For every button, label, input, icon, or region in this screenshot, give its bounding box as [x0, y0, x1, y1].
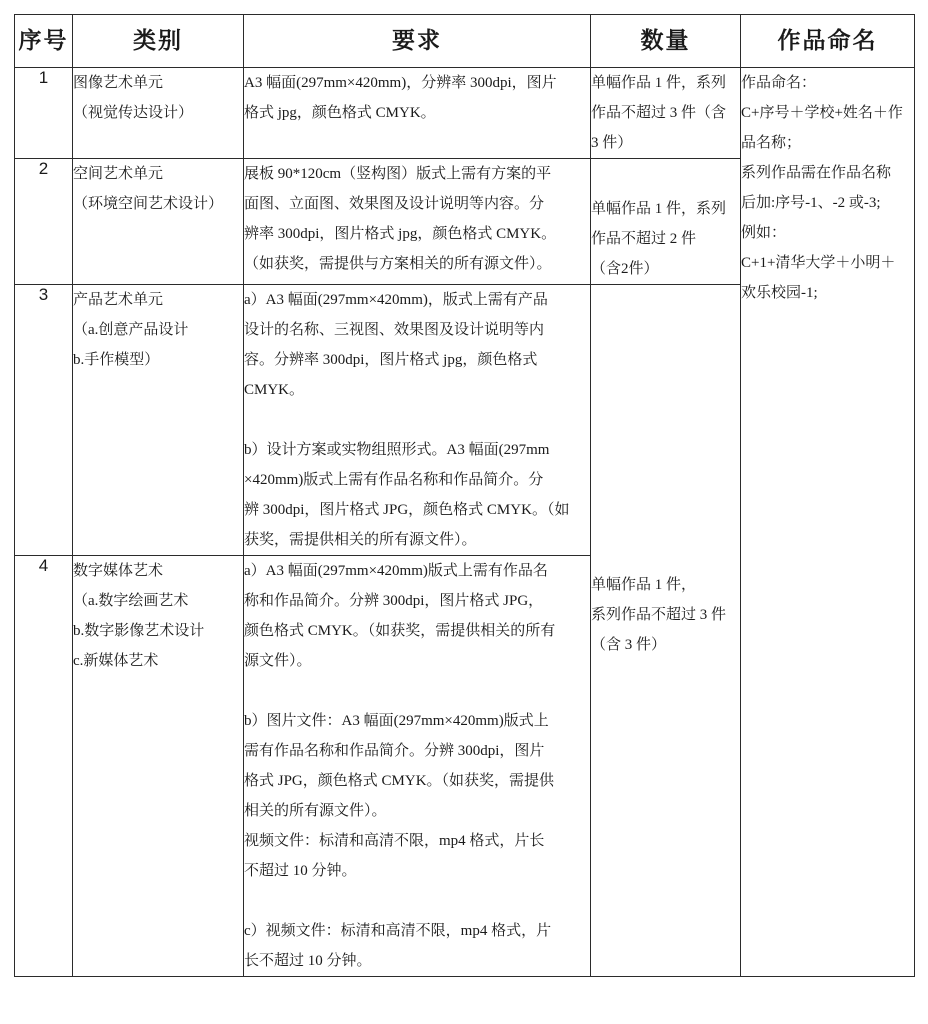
text-line: 辨 300dpi，图片格式 JPG，颜色格式 CMYK。（如 — [244, 502, 570, 518]
row-category — [73, 285, 244, 556]
column-header-no: 序号 — [15, 15, 73, 68]
table-header-row — [15, 15, 915, 68]
text-line: b.数字影像艺术设计 — [73, 623, 205, 639]
text-line: 系列作品不超过 3 件 — [591, 607, 727, 623]
text-line: b）图片文件：A3 幅面(297mm×420mm)版式上 — [244, 713, 549, 729]
column-header-requirement: 要求 — [244, 15, 591, 68]
row-number: 2 — [15, 159, 73, 285]
row-requirement — [244, 556, 591, 977]
row-category — [73, 68, 244, 159]
text-line: 长不超过 10 分钟。 — [244, 953, 372, 969]
text-line-blank — [244, 886, 590, 916]
text-line: 辨率 300dpi，图片格式 jpg，颜色格式 CMYK。 — [244, 226, 557, 242]
text-line: （视觉传达设计） — [73, 105, 194, 121]
text-line: 容。分辨率 300dpi，图片格式 jpg，颜色格式 — [244, 352, 538, 368]
text-line: ×420mm)版式上需有作品名称和作品简介。分 — [244, 472, 544, 488]
row-number: 4 — [15, 556, 73, 977]
row-requirement — [244, 159, 591, 285]
text-line: 不超过 10 分钟。 — [244, 863, 357, 879]
text-line: 作品不超过 3 件（含 — [591, 105, 727, 121]
text-line: （含2件） — [591, 261, 659, 277]
text-line-blank — [244, 405, 590, 435]
text-line: A3 幅面(297mm×420mm)，分辨率 300dpi，图片 — [244, 75, 557, 91]
table-row — [15, 68, 915, 159]
text-line: （含 3 件） — [591, 637, 667, 653]
text-line: 单幅作品 1 件，系列 — [591, 201, 727, 217]
text-line: 格式 jpg，颜色格式 CMYK。 — [244, 105, 436, 121]
text-line: 例如： — [741, 225, 787, 241]
text-line: b）设计方案或实物组照形式。A3 幅面(297mm — [244, 442, 550, 458]
text-line: 图像艺术单元 — [73, 75, 164, 91]
row-quantity — [591, 68, 741, 159]
row-quantity — [591, 159, 741, 285]
text-line: 品名称； — [741, 135, 802, 151]
column-header-quantity: 数量 — [591, 15, 741, 68]
text-line: C+序号＋学校+姓名＋作 — [741, 105, 903, 121]
text-line: a）A3 幅面(297mm×420mm)版式上需有作品名 — [244, 563, 548, 579]
row-quantity-merged — [591, 285, 741, 977]
text-line: c.新媒体艺术 — [73, 653, 159, 669]
text-line: 获奖，需提供相关的所有源文件）。 — [244, 532, 477, 548]
column-header-naming: 作品命名 — [741, 15, 915, 68]
text-line: 展板 90*120cm（竖构图）版式上需有方案的平 — [244, 166, 552, 182]
text-line: 作品命名： — [741, 75, 817, 91]
text-line: 作品不超过 2 件 — [591, 231, 697, 247]
text-line: 后加:序号-1、-2 或-3; — [741, 195, 881, 211]
text-line: 源文件）。 — [244, 653, 312, 669]
text-line: a）A3 幅面(297mm×420mm)，版式上需有产品 — [244, 292, 548, 308]
text-line: 数字媒体艺术 — [73, 563, 164, 579]
row-requirement — [244, 285, 591, 556]
text-line: 视频文件：标清和高清不限，mp4 格式，片长 — [244, 833, 545, 849]
column-header-category: 类别 — [73, 15, 244, 68]
text-line: 3 件） — [591, 135, 633, 151]
text-line: 单幅作品 1 件，系列 — [591, 75, 727, 91]
text-line: CMYK。 — [244, 382, 305, 398]
text-line: 产品艺术单元 — [73, 292, 164, 308]
row-requirement — [244, 68, 591, 159]
text-line: （a.数字绘画艺术 — [73, 593, 189, 609]
row-number: 1 — [15, 68, 73, 159]
row-category — [73, 159, 244, 285]
text-line: 系列作品需在作品名称 — [741, 165, 892, 181]
requirements-table — [14, 14, 915, 977]
text-line: （如获奖，需提供与方案相关的所有源文件）。 — [244, 256, 552, 272]
text-line: 颜色格式 CMYK。（如获奖，需提供相关的所有 — [244, 623, 556, 639]
text-line: （a.创意产品设计 — [73, 322, 189, 338]
text-line: 空间艺术单元 — [73, 166, 164, 182]
text-line: 面图、立面图、效果图及设计说明等内容。分 — [244, 196, 545, 212]
text-line: 格式 JPG，颜色格式 CMYK。（如获奖，需提供 — [244, 773, 555, 789]
text-line-blank — [244, 676, 590, 706]
row-category — [73, 556, 244, 977]
text-line: b.手作模型） — [73, 352, 160, 368]
row-number: 3 — [15, 285, 73, 556]
text-line: 欢乐校园-1; — [741, 285, 818, 301]
text-line: 设计的名称、三视图、效果图及设计说明等内 — [244, 322, 545, 338]
text-line: 相关的所有源文件）。 — [244, 803, 387, 819]
naming-rule-cell — [741, 68, 915, 977]
text-line: c）视频文件：标清和高清不限，mp4 格式，片 — [244, 923, 552, 939]
text-line: （环境空间艺术设计） — [73, 196, 224, 212]
text-line: 需有作品名称和作品简介。分辨 300dpi，图片 — [244, 743, 545, 759]
text-line: 单幅作品 1 件， — [591, 577, 697, 593]
text-line: 称和作品简介。分辨 300dpi，图片格式 JPG， — [244, 593, 544, 609]
text-line: C+1+清华大学＋小明＋ — [741, 255, 896, 271]
